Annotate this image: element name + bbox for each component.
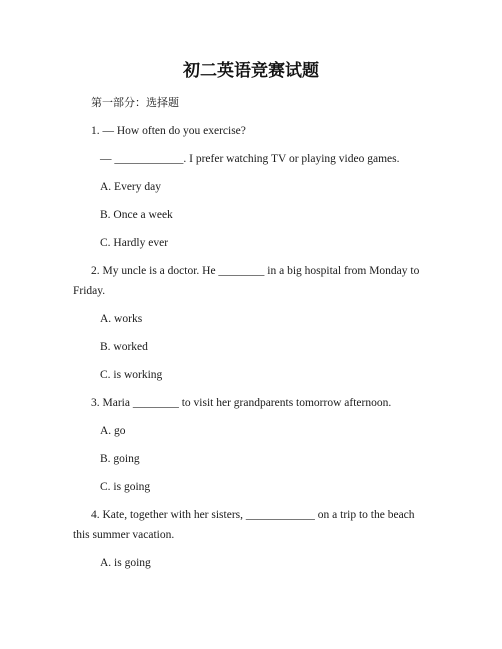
question-4-option-a: A. is going — [100, 557, 151, 569]
section-heading: 第一部分：选择题 — [91, 96, 179, 109]
question-3-option-c: C. is going — [100, 481, 151, 493]
page-title: 初二英语竞赛试题 — [183, 61, 319, 81]
question-3-option-b: B. going — [100, 453, 140, 465]
question-3-option-a: A. go — [100, 425, 126, 437]
question-2-stem: 2. My uncle is a doctor. He ________ in a big hospital from Monday to — [91, 265, 420, 277]
question-4-stem-continued: this summer vacation. — [73, 529, 175, 541]
question-1-answer-line: — ____________. I prefer watching TV or playing video games. — [100, 153, 400, 165]
question-1-stem: 1. — How often do you exercise? — [91, 125, 246, 137]
question-1-option-a: A. Every day — [100, 181, 161, 193]
question-4-stem: 4. Kate, together with her sisters, ____________ on a trip to the beach — [91, 509, 415, 521]
question-2-option-a: A. works — [100, 313, 143, 325]
question-2-stem-continued: Friday. — [73, 285, 106, 297]
question-1-option-c: C. Hardly ever — [100, 237, 169, 249]
question-3-stem: 3. Maria ________ to visit her grandparents tomorrow afternoon. — [91, 397, 392, 409]
question-2-option-b: B. worked — [100, 341, 148, 353]
question-1-option-b: B. Once a week — [100, 209, 173, 221]
question-2-option-c: C. is working — [100, 369, 163, 381]
